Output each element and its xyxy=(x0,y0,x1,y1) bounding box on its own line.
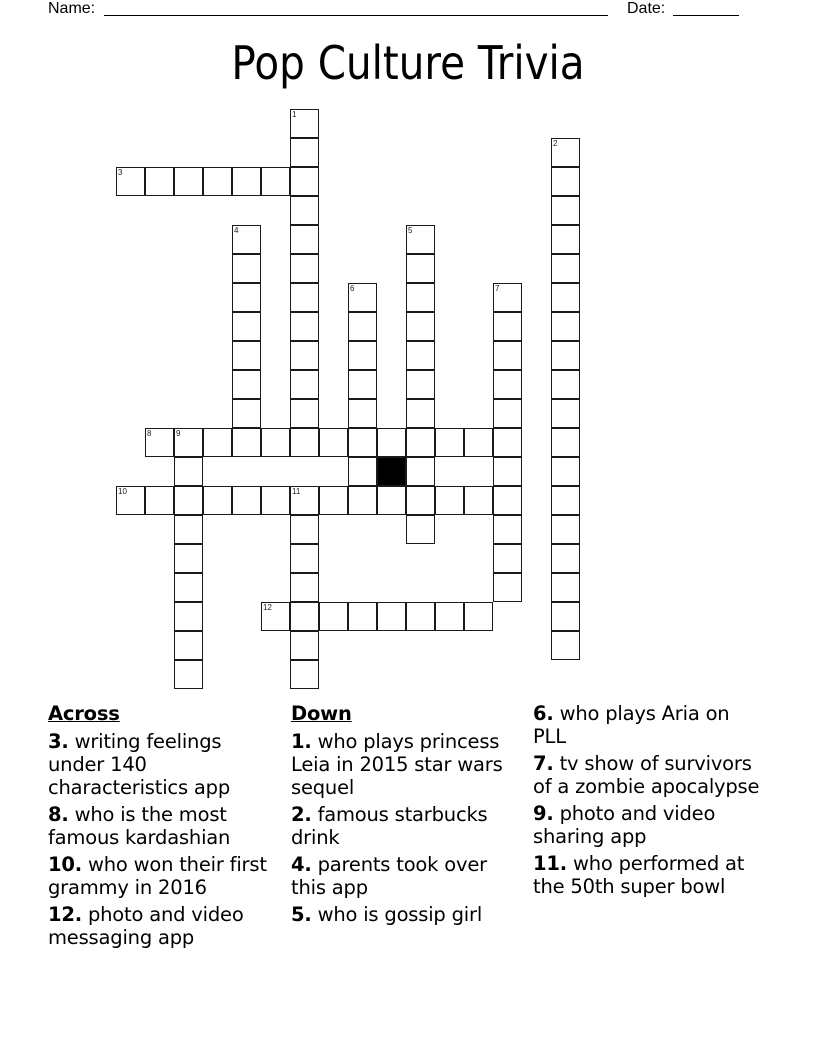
grid-cell[interactable] xyxy=(551,370,580,399)
cell-number: 3 xyxy=(118,168,123,177)
grid-cell[interactable] xyxy=(232,486,261,515)
grid-cell[interactable] xyxy=(174,602,203,631)
grid-cell[interactable] xyxy=(232,370,261,399)
grid-cell[interactable] xyxy=(406,370,435,399)
grid-cell[interactable] xyxy=(406,399,435,428)
cell-number: 1 xyxy=(292,110,297,119)
grid-cell[interactable] xyxy=(464,486,493,515)
clue-number: 7. xyxy=(533,752,554,775)
clue-across-8 xyxy=(48,803,278,849)
grid-cell[interactable] xyxy=(406,515,435,544)
grid-cell[interactable] xyxy=(377,602,406,631)
grid-cell[interactable] xyxy=(116,167,145,196)
grid-cell[interactable] xyxy=(290,167,319,196)
cell-number: 6 xyxy=(350,284,355,293)
grid-cell[interactable] xyxy=(174,631,203,660)
clue-text: who is the most famous kardashian xyxy=(48,803,231,849)
grid-cell[interactable] xyxy=(493,341,522,370)
grid-cell[interactable] xyxy=(348,602,377,631)
grid-cell[interactable] xyxy=(348,457,377,486)
clue-text: photo and video messaging app xyxy=(48,903,244,949)
grid-cell[interactable] xyxy=(551,254,580,283)
grid-cell[interactable] xyxy=(261,486,290,515)
grid-cell[interactable] xyxy=(493,428,522,457)
grid-cell[interactable] xyxy=(493,370,522,399)
clue-text: photo and video sharing app xyxy=(533,802,716,848)
grid-cell[interactable] xyxy=(232,341,261,370)
grid-cell[interactable] xyxy=(348,486,377,515)
grid-cell[interactable] xyxy=(232,283,261,312)
clue-text: famous starbucks drink xyxy=(291,803,488,849)
black-cell xyxy=(377,457,406,486)
grid-cell[interactable] xyxy=(464,602,493,631)
grid-cell[interactable] xyxy=(319,428,348,457)
cell-number: 9 xyxy=(176,429,181,438)
grid-cell[interactable] xyxy=(435,428,464,457)
grid-cell[interactable] xyxy=(493,312,522,341)
grid-cell[interactable] xyxy=(290,428,319,457)
grid-cell[interactable] xyxy=(406,341,435,370)
clue-text: tv show of survivors of a zombie apocalypse xyxy=(533,752,760,798)
grid-cell[interactable] xyxy=(377,428,406,457)
grid-cell[interactable] xyxy=(261,167,290,196)
grid-cell[interactable] xyxy=(348,312,377,341)
grid-cell[interactable] xyxy=(493,486,522,515)
grid-cell[interactable] xyxy=(290,573,319,602)
grid-cell[interactable] xyxy=(493,283,522,312)
grid-cell[interactable] xyxy=(348,370,377,399)
clue-across-12 xyxy=(48,903,278,949)
cell-number: 5 xyxy=(408,226,413,235)
grid-cell[interactable] xyxy=(232,312,261,341)
grid-cell[interactable] xyxy=(232,254,261,283)
grid-cell[interactable] xyxy=(551,138,580,167)
grid-cell[interactable] xyxy=(261,602,290,631)
clue-number: 8. xyxy=(48,803,69,826)
grid-cell[interactable] xyxy=(290,660,319,689)
grid-cell[interactable] xyxy=(290,312,319,341)
grid-cell[interactable] xyxy=(290,515,319,544)
grid-cell[interactable] xyxy=(406,428,435,457)
cell-number: 7 xyxy=(495,284,500,293)
grid-cell[interactable] xyxy=(232,167,261,196)
down-heading: Down xyxy=(291,702,352,725)
grid-cell[interactable] xyxy=(174,457,203,486)
grid-cell[interactable] xyxy=(551,225,580,254)
grid-cell[interactable] xyxy=(290,225,319,254)
clue-text: who plays Aria on PLL xyxy=(533,702,730,748)
grid-cell[interactable] xyxy=(551,341,580,370)
clue-number: 9. xyxy=(533,802,554,825)
clue-number: 5. xyxy=(291,903,312,926)
grid-cell[interactable] xyxy=(551,486,580,515)
grid-cell[interactable] xyxy=(290,602,319,631)
grid-cell[interactable] xyxy=(406,486,435,515)
grid-cell[interactable] xyxy=(290,283,319,312)
grid-cell[interactable] xyxy=(551,573,580,602)
grid-cell[interactable] xyxy=(290,341,319,370)
grid-cell[interactable] xyxy=(493,399,522,428)
grid-cell[interactable] xyxy=(290,399,319,428)
grid-cell[interactable] xyxy=(348,428,377,457)
clue-down-1 xyxy=(291,730,521,799)
grid-cell[interactable] xyxy=(464,428,493,457)
grid-cell[interactable] xyxy=(174,573,203,602)
cell-number: 8 xyxy=(147,429,152,438)
grid-cell[interactable] xyxy=(174,544,203,573)
grid-cell[interactable] xyxy=(348,283,377,312)
clue-text: writing feelings under 140 characteristics app xyxy=(48,730,231,799)
cell-number: 10 xyxy=(118,487,127,496)
grid-cell[interactable] xyxy=(290,370,319,399)
clue-across-3 xyxy=(48,730,278,799)
grid-cell[interactable] xyxy=(290,138,319,167)
grid-cell[interactable] xyxy=(290,544,319,573)
grid-cell[interactable] xyxy=(551,196,580,225)
grid-cell[interactable] xyxy=(174,515,203,544)
clue-number: 1. xyxy=(291,730,312,753)
cell-number: 11 xyxy=(292,487,301,496)
grid-cell[interactable] xyxy=(551,283,580,312)
clue-number: 2. xyxy=(291,803,312,826)
grid-cell[interactable] xyxy=(406,254,435,283)
grid-cell[interactable] xyxy=(232,428,261,457)
clue-text: who is gossip girl xyxy=(317,903,483,926)
grid-cell[interactable] xyxy=(145,428,174,457)
grid-cell[interactable] xyxy=(174,660,203,689)
grid-cell[interactable] xyxy=(551,457,580,486)
grid-cell[interactable] xyxy=(290,631,319,660)
clue-down-6 xyxy=(533,702,763,748)
clue-across-10 xyxy=(48,853,278,899)
clue-text: who plays princess Leia in 2015 star wars sequel xyxy=(291,730,503,799)
grid-cell[interactable] xyxy=(261,428,290,457)
grid-cell[interactable] xyxy=(435,486,464,515)
across-heading: Across xyxy=(48,702,120,725)
cell-number: 12 xyxy=(263,603,272,612)
grid-cell[interactable] xyxy=(232,399,261,428)
grid-cell[interactable] xyxy=(290,109,319,138)
grid-cell[interactable] xyxy=(551,631,580,660)
clue-down-4 xyxy=(291,853,521,899)
grid-cell[interactable] xyxy=(551,167,580,196)
grid-cell[interactable] xyxy=(232,225,261,254)
clue-number: 12. xyxy=(48,903,82,926)
grid-cell[interactable] xyxy=(174,428,203,457)
grid-cell[interactable] xyxy=(145,167,174,196)
grid-cell[interactable] xyxy=(174,486,203,515)
grid-cell[interactable] xyxy=(290,486,319,515)
grid-cell[interactable] xyxy=(116,486,145,515)
grid-cell[interactable] xyxy=(319,602,348,631)
clues-column-down-1 xyxy=(291,702,521,930)
grid-cell[interactable] xyxy=(493,544,522,573)
grid-cell[interactable] xyxy=(435,602,464,631)
grid-cell[interactable] xyxy=(290,254,319,283)
cell-number: 4 xyxy=(234,226,239,235)
grid-cell[interactable] xyxy=(145,486,174,515)
grid-cell[interactable] xyxy=(406,225,435,254)
clue-down-9 xyxy=(533,802,763,848)
grid-cell[interactable] xyxy=(551,515,580,544)
clue-number: 6. xyxy=(533,702,554,725)
grid-cell[interactable] xyxy=(290,196,319,225)
grid-cell[interactable] xyxy=(551,544,580,573)
grid-cell[interactable] xyxy=(348,399,377,428)
grid-cell[interactable] xyxy=(203,167,232,196)
clue-text: who won their first grammy in 2016 xyxy=(48,853,267,899)
grid-cell[interactable] xyxy=(406,283,435,312)
page-title: Pop Culture Trivia xyxy=(231,36,585,90)
clue-down-2 xyxy=(291,803,521,849)
grid-cell[interactable] xyxy=(377,486,406,515)
grid-cell[interactable] xyxy=(493,515,522,544)
clues-column-down-2 xyxy=(533,702,763,902)
clues-column-across xyxy=(48,702,278,953)
grid-cell[interactable] xyxy=(348,341,377,370)
clue-text: parents took over this app xyxy=(291,853,487,899)
cell-number: 2 xyxy=(553,139,558,148)
grid-cell[interactable] xyxy=(493,457,522,486)
clue-text: who performed at the 50th super bowl xyxy=(533,852,745,898)
grid-cell[interactable] xyxy=(203,428,232,457)
grid-cell[interactable] xyxy=(203,486,232,515)
grid-cell[interactable] xyxy=(551,602,580,631)
clue-down-11 xyxy=(533,852,763,898)
grid-cell[interactable] xyxy=(406,602,435,631)
clue-number: 11. xyxy=(533,852,567,875)
grid-cell[interactable] xyxy=(551,312,580,341)
grid-cell[interactable] xyxy=(551,399,580,428)
clue-number: 3. xyxy=(48,730,69,753)
grid-cell[interactable] xyxy=(493,573,522,602)
date-label: Date: xyxy=(627,0,666,17)
grid-cell[interactable] xyxy=(174,167,203,196)
grid-cell[interactable] xyxy=(319,486,348,515)
grid-cell[interactable] xyxy=(406,457,435,486)
clue-down-5 xyxy=(291,903,521,926)
name-label: Name: xyxy=(48,0,96,17)
clue-down-7 xyxy=(533,752,763,798)
clue-number: 4. xyxy=(291,853,312,876)
grid-cell[interactable] xyxy=(551,428,580,457)
grid-cell[interactable] xyxy=(406,312,435,341)
clue-number: 10. xyxy=(48,853,82,876)
